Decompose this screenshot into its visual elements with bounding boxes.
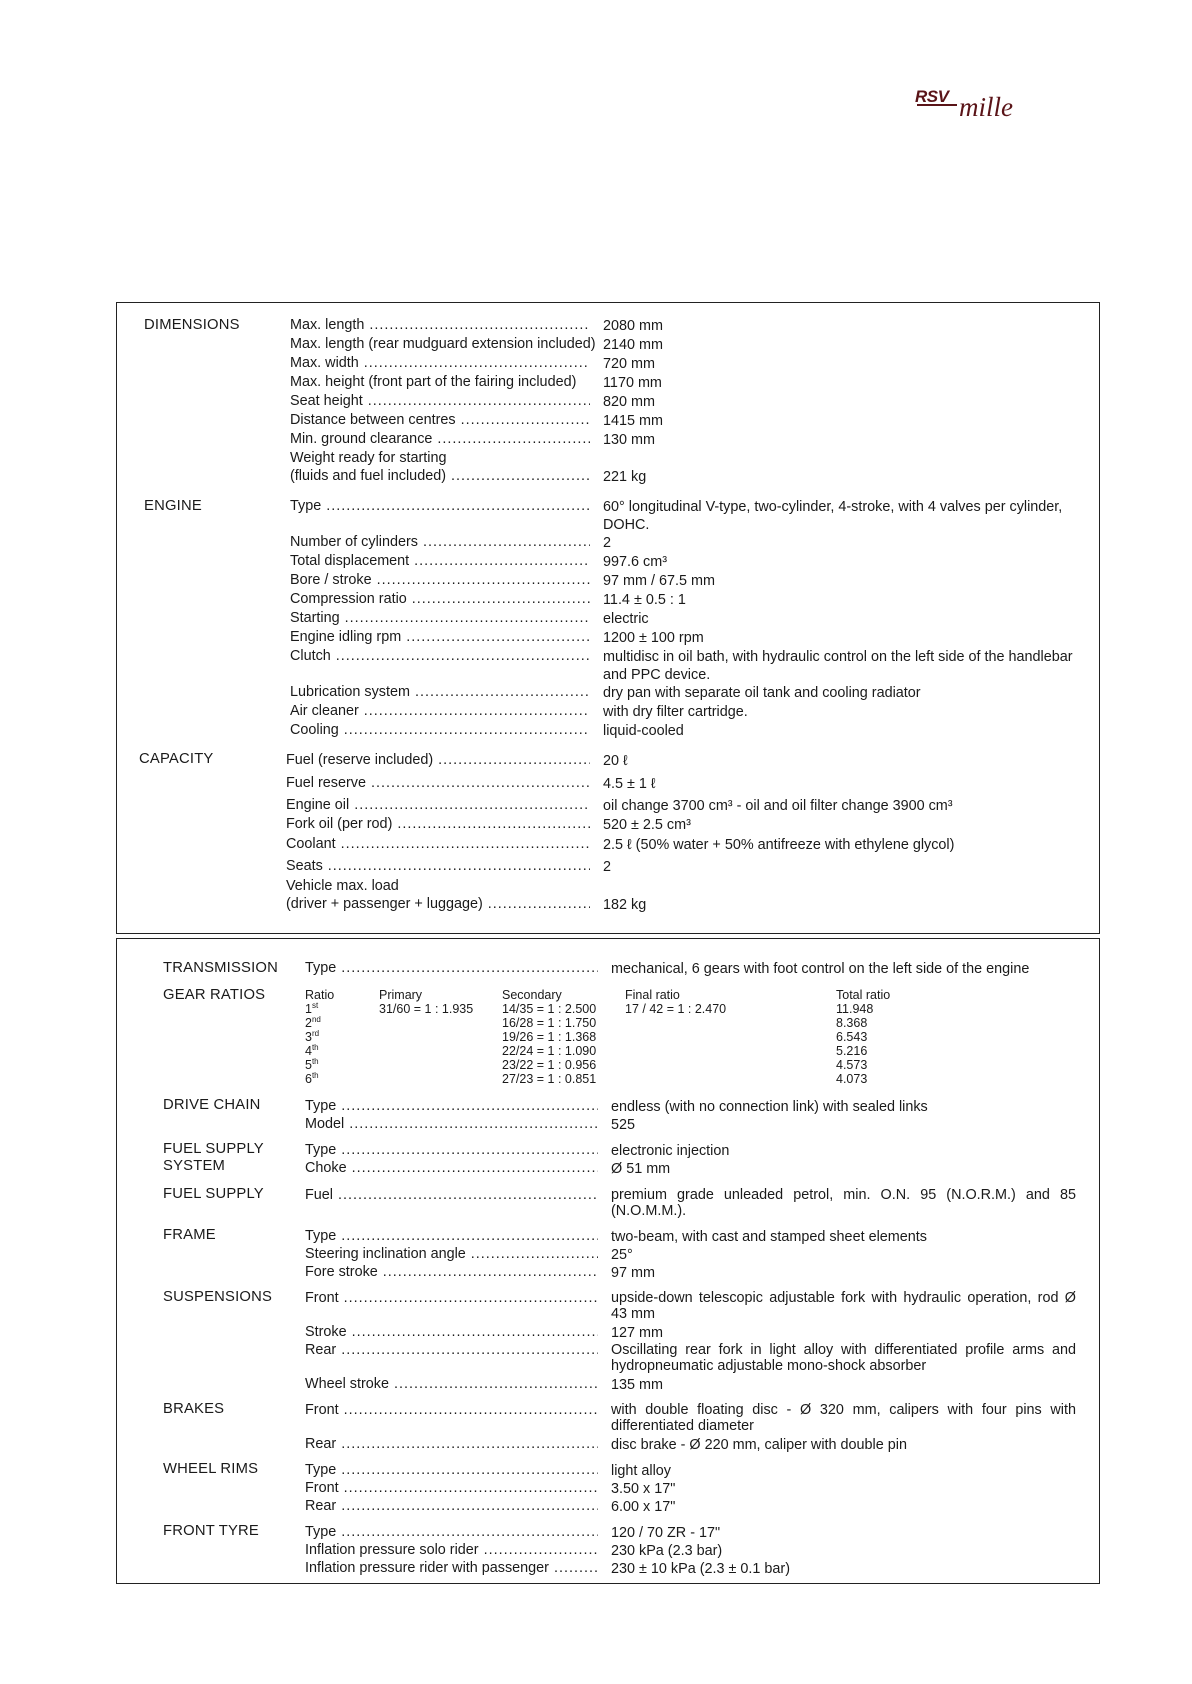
section-title: ENGINE (144, 498, 202, 514)
section-title: TRANSMISSION (163, 960, 279, 976)
section-title: FUEL SUPPLY (163, 1141, 264, 1157)
spec-label: Front ..... (305, 1289, 598, 1307)
gear-total: 4.573 (836, 1058, 868, 1072)
spec-value: upside-down telescopic adjustable fork with hydraulic operation, rod Ø 43 mm (611, 1290, 1076, 1322)
gear-number: 5th (305, 1056, 319, 1072)
spec-label: Fore stroke ..... (305, 1263, 598, 1281)
section-title-line2: SYSTEM (163, 1158, 226, 1174)
rsv-mille-logo (915, 82, 1065, 122)
spec-label: Weight ready for starting (290, 450, 447, 466)
spec-label: Type ..... (305, 1097, 598, 1115)
spec-label-line2: (driver + passenger + luggage) ..... (286, 895, 590, 913)
spec-value: electric (603, 611, 649, 627)
svg-text:mille: mille (959, 92, 1013, 122)
spec-value: 2 (603, 859, 612, 875)
spec-label: Compression ratio ..... (290, 590, 590, 608)
spec-label: Seats ..... (286, 857, 590, 875)
spec-label: Steering inclination angle ..... (305, 1245, 598, 1263)
spec-value: mechanical, 6 gears with foot control on the left side of the engine (611, 961, 1030, 977)
spec-value: 97 mm (611, 1265, 655, 1281)
gear-number: 3rd (305, 1028, 320, 1044)
gear-secondary: 14/35 = 1 : 2.500 (502, 1002, 597, 1016)
spec-label: Fork oil (per rod) ..... (286, 815, 590, 833)
spec-label: Front ..... (305, 1401, 598, 1419)
gear-total: 11.948 (836, 1002, 874, 1016)
spec-value: dry pan with separate oil tank and cooling radiator (603, 685, 921, 701)
gear-number: 4th (305, 1042, 319, 1058)
spec-label: Max. width ..... (290, 354, 590, 372)
section-title: FRAME (163, 1227, 216, 1243)
gear-primary-value: 31/60 = 1 : 1.935 (379, 1002, 474, 1016)
spec-label: Cooling ..... (290, 721, 590, 739)
spec-value: 230 ± 10 kPa (2.3 ± 0.1 bar) (611, 1561, 790, 1577)
spec-value: 3.50 x 17" (611, 1481, 676, 1497)
spec-value: oil change 3700 cm³ - oil and oil filter change 3900 cm³ (603, 798, 953, 814)
spec-value: 720 mm (603, 356, 655, 372)
spec-value: 6.00 x 17" (611, 1499, 676, 1515)
spec-value: 97 mm / 67.5 mm (603, 573, 715, 589)
spec-value: 230 kPa (2.3 bar) (611, 1543, 723, 1559)
spec-label: Front ..... (305, 1479, 598, 1497)
spec-value: premium grade unleaded petrol, min. O.N. 95 (N.O.R.M.) and 85 (N.O.M.M.). (611, 1187, 1076, 1219)
spec-label: Coolant ..... (286, 835, 590, 853)
spec-value: 997.6 cm³ (603, 554, 667, 570)
spec-label: Type ..... (290, 497, 590, 515)
spec-value: multidisc in oil bath, with hydraulic control on the left side of the handlebar and PPC device. (603, 649, 1073, 683)
spec-value: 120 / 70 ZR - 17" (611, 1525, 721, 1541)
gear-secondary: 19/26 = 1 : 1.368 (502, 1030, 597, 1044)
spec-value: with double floating disc - Ø 320 mm, calipers with four pins with differentiated diameter (611, 1402, 1076, 1434)
spec-label-line2: (fluids and fuel included) ..... (290, 467, 590, 485)
spec-value: 127 mm (611, 1325, 663, 1341)
spec-label: Engine oil ..... (286, 796, 590, 814)
spec-label: Rear ..... (305, 1497, 598, 1515)
spec-label: Max. height (front part of the fairing included) (290, 374, 577, 390)
svg-text:RSV: RSV (915, 87, 949, 106)
spec-value: 130 mm (603, 432, 655, 448)
spec-label: Choke ..... (305, 1159, 598, 1177)
spec-label: Bore / stroke ..... (290, 571, 590, 589)
spec-label: Min. ground clearance ..... (290, 430, 590, 448)
gear-final-value: 17 / 42 = 1 : 2.470 (625, 1002, 727, 1016)
spec-value: electronic injection (611, 1143, 730, 1159)
spec-value: 2 (603, 535, 612, 551)
gear-header-secondary: Secondary (502, 988, 562, 1002)
spec-label: Max. length (rear mudguard extension included) (290, 336, 596, 352)
gear-header-final: Final ratio (625, 988, 680, 1002)
spec-value: 520 ± 2.5 cm³ (603, 817, 691, 833)
gear-number: 1st (305, 1000, 319, 1016)
spec-value: disc brake - Ø 220 mm, caliper with double pin (611, 1437, 907, 1453)
gear-total: 6.543 (836, 1030, 868, 1044)
spec-label: Type ..... (305, 959, 598, 977)
gear-number: 2nd (305, 1014, 321, 1030)
section-title: FRONT TYRE (163, 1523, 259, 1539)
spec-label: Vehicle max. load (286, 878, 399, 894)
spec-value: 20 ℓ (603, 753, 628, 769)
spec-label: Seat height ..... (290, 392, 590, 410)
spec-label: Inflation pressure solo rider ..... (305, 1541, 598, 1559)
spec-value: endless (with no connection link) with sealed links (611, 1099, 928, 1115)
spec-value: 820 mm (603, 394, 655, 410)
spec-value: 25° (611, 1247, 633, 1263)
spec-value: 1415 mm (603, 413, 663, 429)
spec-label: Starting ..... (290, 609, 590, 627)
section-title: GEAR RATIOS (163, 987, 266, 1003)
spec-value: Oscillating rear fork in light alloy with differentiated profile arms and hydropneumatic adjustable mono-shock absorber (611, 1342, 1076, 1374)
spec-value: 525 (611, 1117, 636, 1133)
spec-value: with dry filter cartridge. (603, 704, 748, 720)
gear-secondary: 23/22 = 1 : 0.956 (502, 1058, 597, 1072)
section-title: WHEEL RIMS (163, 1461, 259, 1477)
spec-label: Rear ..... (305, 1435, 598, 1453)
spec-value: light alloy (611, 1463, 671, 1479)
spec-label: Lubrication system ..... (290, 683, 590, 701)
spec-value: 182 kg (603, 897, 647, 913)
spec-label: Distance between centres ..... (290, 411, 590, 429)
spec-label: Stroke ..... (305, 1323, 598, 1341)
spec-label: Number of cylinders ..... (290, 533, 590, 551)
gear-total: 5.216 (836, 1044, 868, 1058)
spec-label: Engine idling rpm ..... (290, 628, 590, 646)
spec-value: 2140 mm (603, 337, 663, 353)
spec-label: Rear ..... (305, 1341, 598, 1359)
spec-label: Total displacement ..... (290, 552, 590, 570)
spec-label: Clutch ..... (290, 647, 590, 665)
spec-value: 11.4 ± 0.5 : 1 (603, 592, 686, 608)
gear-number: 6th (305, 1070, 319, 1086)
spec-value: 60° longitudinal V-type, two-cylinder, 4-stroke, with 4 valves per cylinder, DOHC. (603, 499, 1063, 533)
section-title: FUEL SUPPLY (163, 1186, 264, 1202)
spec-value: 221 kg (603, 469, 647, 485)
gear-secondary: 22/24 = 1 : 1.090 (502, 1044, 597, 1058)
spec-label: Fuel reserve ..... (286, 774, 590, 792)
gear-header-ratio: Ratio (305, 988, 335, 1002)
section-title: CAPACITY (139, 751, 214, 767)
spec-value: 1200 ± 100 rpm (603, 630, 704, 646)
spec-label: Type ..... (305, 1141, 598, 1159)
section-title: DRIVE CHAIN (163, 1097, 261, 1113)
spec-box-dimensions-engine-capacity (116, 302, 1100, 934)
spec-value: 1170 mm (603, 375, 662, 391)
spec-label: Max. length ..... (290, 316, 590, 334)
spec-value: two-beam, with cast and stamped sheet elements (611, 1229, 927, 1245)
spec-value: 2.5 ℓ (50% water + 50% antifreeze with ethylene glycol) (603, 837, 955, 853)
spec-box-transmission-chassis (116, 938, 1100, 1584)
gear-secondary: 27/23 = 1 : 0.851 (502, 1072, 597, 1086)
section-title: SUSPENSIONS (163, 1289, 273, 1305)
spec-label: Air cleaner ..... (290, 702, 590, 720)
spec-label: Wheel stroke ..... (305, 1375, 598, 1393)
spec-value: 2080 mm (603, 318, 663, 334)
spec-value: Ø 51 mm (611, 1161, 671, 1177)
gear-header-total: Total ratio (836, 988, 891, 1002)
spec-label: Type ..... (305, 1461, 598, 1479)
spec-label: Model ..... (305, 1115, 598, 1133)
gear-total: 8.368 (836, 1016, 868, 1030)
section-title: DIMENSIONS (144, 317, 240, 333)
spec-label: Type ..... (305, 1523, 598, 1541)
gear-header-primary: Primary (379, 988, 423, 1002)
spec-label: Inflation pressure rider with passenger ..... (305, 1559, 598, 1577)
spec-value: liquid-cooled (603, 723, 684, 739)
gear-secondary: 16/28 = 1 : 1.750 (502, 1016, 597, 1030)
spec-label: Fuel (reserve included) ..... (286, 751, 590, 769)
spec-label: Type ..... (305, 1227, 598, 1245)
gear-total: 4.073 (836, 1072, 868, 1086)
spec-value: 4.5 ± 1 ℓ (603, 776, 656, 792)
spec-label: Fuel ..... (305, 1186, 598, 1204)
section-title: BRAKES (163, 1401, 225, 1417)
spec-value: 135 mm (611, 1377, 663, 1393)
